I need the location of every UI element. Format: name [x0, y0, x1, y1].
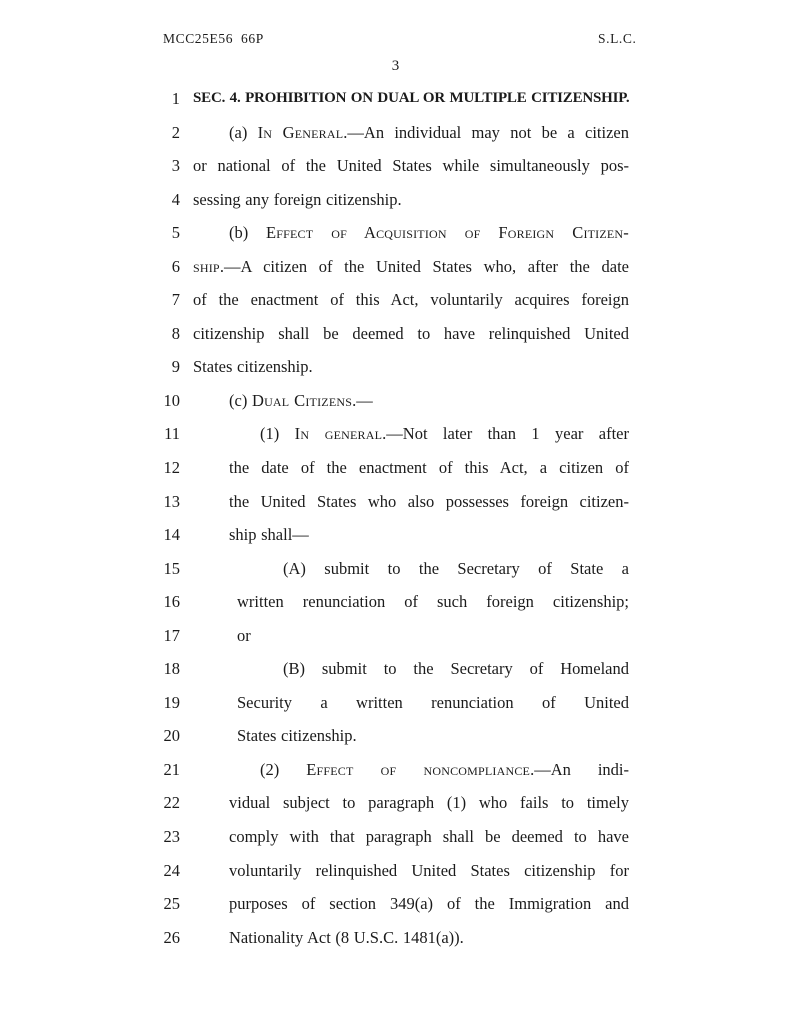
line-number: 23 — [163, 827, 180, 847]
line-number: 20 — [163, 726, 180, 746]
line-text — [193, 116, 629, 150]
line-number: 8 — [171, 323, 180, 343]
text-line — [140, 283, 640, 317]
line-number: 17 — [163, 625, 180, 645]
text-line — [140, 518, 640, 552]
text-line — [140, 652, 640, 686]
text-line — [140, 753, 640, 787]
text-line — [140, 317, 640, 351]
line-number: 26 — [163, 927, 180, 947]
text-run: Security a written renunciation of United — [237, 692, 629, 712]
line-text — [193, 183, 629, 217]
text-run: or — [237, 625, 251, 645]
text-line — [140, 384, 640, 418]
bill-text-lines — [140, 82, 640, 954]
text-line — [140, 820, 640, 854]
line-text — [193, 149, 629, 183]
text-run: the United States who also possesses foreign citizen- — [229, 491, 629, 511]
line-text — [193, 786, 629, 820]
line-number: 1 — [171, 89, 180, 108]
text-line — [140, 116, 640, 150]
text-run: sessing any foreign citizenship. — [193, 189, 402, 209]
text-run: of the enactment of this Act, voluntarily acquires foreign — [193, 290, 629, 310]
line-number: 24 — [163, 860, 180, 880]
text-run: (A) submit to the Secretary of State a — [283, 558, 629, 578]
text-run: voluntarily relinquished United States citizenship for — [229, 860, 629, 880]
line-text — [193, 719, 629, 753]
line-text — [193, 921, 629, 955]
line-number: 13 — [163, 491, 180, 511]
section-heading-text — [193, 82, 629, 116]
line-number: 3 — [171, 156, 180, 176]
text-line — [140, 250, 640, 284]
text-line — [140, 719, 640, 753]
header-office-code: S.L.C. — [598, 31, 637, 46]
text-run: States citizenship. — [193, 357, 313, 377]
line-number: 15 — [163, 558, 180, 578]
text-run: vidual subject to paragraph (1) who fails to timely — [229, 793, 629, 813]
line-number: 16 — [163, 592, 180, 612]
text-run: or national of the United States while simultaneously pos- — [193, 156, 629, 176]
line-text — [193, 686, 629, 720]
line-number: 6 — [171, 256, 180, 276]
text-run: (B) submit to the Secretary of Homeland — [283, 659, 629, 679]
text-line — [140, 786, 640, 820]
text-run: States citizenship. — [237, 726, 357, 746]
text-run: SEC. 4. PROHIBITION ON DUAL OR MULTIPLE CITIZENSHIP. — [193, 90, 629, 106]
text-run: .—An indi- — [530, 759, 629, 779]
line-number: 11 — [164, 424, 180, 444]
line-text — [193, 216, 629, 250]
text-line — [140, 485, 640, 519]
page-number: 3 — [391, 58, 400, 74]
line-number: 4 — [171, 189, 180, 209]
text-run: the date of the enactment of this Act, a citizen of — [229, 458, 629, 478]
text-line — [140, 216, 640, 250]
line-number: 22 — [163, 793, 180, 813]
small-caps-run: In General — [257, 122, 344, 142]
text-run: (b) — [229, 223, 266, 243]
small-caps-run: ship — [193, 256, 220, 276]
text-run: purposes of section 349(a) of the Immigration and — [229, 894, 629, 914]
line-number: 12 — [163, 458, 180, 478]
text-run: ship shall— — [229, 525, 309, 545]
line-number: 21 — [163, 759, 180, 779]
text-line — [140, 552, 640, 586]
line-number: 2 — [171, 122, 180, 142]
text-run: .— — [352, 390, 373, 410]
text-run: citizenship shall be deemed to have relinquished United — [193, 323, 629, 343]
line-text — [193, 283, 629, 317]
line-text — [193, 652, 629, 686]
text-line — [140, 854, 640, 888]
text-run: (c) — [229, 390, 252, 410]
text-run: comply with that paragraph shall be deemed to have — [229, 827, 629, 847]
text-line — [140, 451, 640, 485]
line-text — [193, 585, 629, 619]
text-run: Nationality Act (8 U.S.C. 1481(a)). — [229, 927, 464, 947]
text-line — [140, 585, 640, 619]
line-text — [193, 417, 629, 451]
line-text — [193, 854, 629, 888]
line-number: 10 — [163, 390, 180, 410]
text-line — [140, 686, 640, 720]
line-text — [193, 820, 629, 854]
line-number: 25 — [163, 894, 180, 914]
line-text — [193, 384, 629, 418]
text-line — [140, 350, 640, 384]
text-run: .—An individual may not be a citizen — [343, 122, 629, 142]
small-caps-run: Dual Citizens — [251, 390, 353, 410]
small-caps-run: Effect of noncompliance — [306, 759, 531, 779]
text-run: (2) — [260, 759, 307, 779]
line-number: 5 — [171, 223, 180, 243]
header-draft-code: MCC25E56 66P — [163, 31, 264, 46]
small-caps-run: Effect of Acquisition of Foreign Citizen- — [265, 223, 629, 243]
text-run: .—A citizen of the United States who, after the date — [219, 256, 629, 276]
text-run: (1) — [260, 424, 295, 444]
line-number: 18 — [163, 659, 180, 679]
line-text — [193, 887, 629, 921]
line-text — [193, 485, 629, 519]
line-text — [193, 250, 629, 284]
line-text — [193, 317, 629, 351]
text-line — [140, 82, 640, 116]
text-line — [140, 921, 640, 955]
line-text — [193, 451, 629, 485]
line-number: 9 — [171, 357, 180, 377]
line-text — [193, 350, 629, 384]
line-text — [193, 753, 629, 787]
line-text — [193, 518, 629, 552]
text-line — [140, 417, 640, 451]
line-text — [193, 552, 629, 586]
text-line — [140, 183, 640, 217]
text-line — [140, 887, 640, 921]
text-run: (a) — [229, 122, 258, 142]
line-number: 7 — [171, 290, 180, 310]
line-number: 19 — [163, 692, 180, 712]
text-line — [140, 619, 640, 653]
line-text — [193, 619, 629, 653]
line-number: 14 — [163, 525, 180, 545]
text-run: written renunciation of such foreign citizenship; — [237, 592, 629, 612]
small-caps-run: In general — [294, 424, 383, 444]
text-run: .—Not later than 1 year after — [382, 424, 629, 444]
text-line — [140, 149, 640, 183]
